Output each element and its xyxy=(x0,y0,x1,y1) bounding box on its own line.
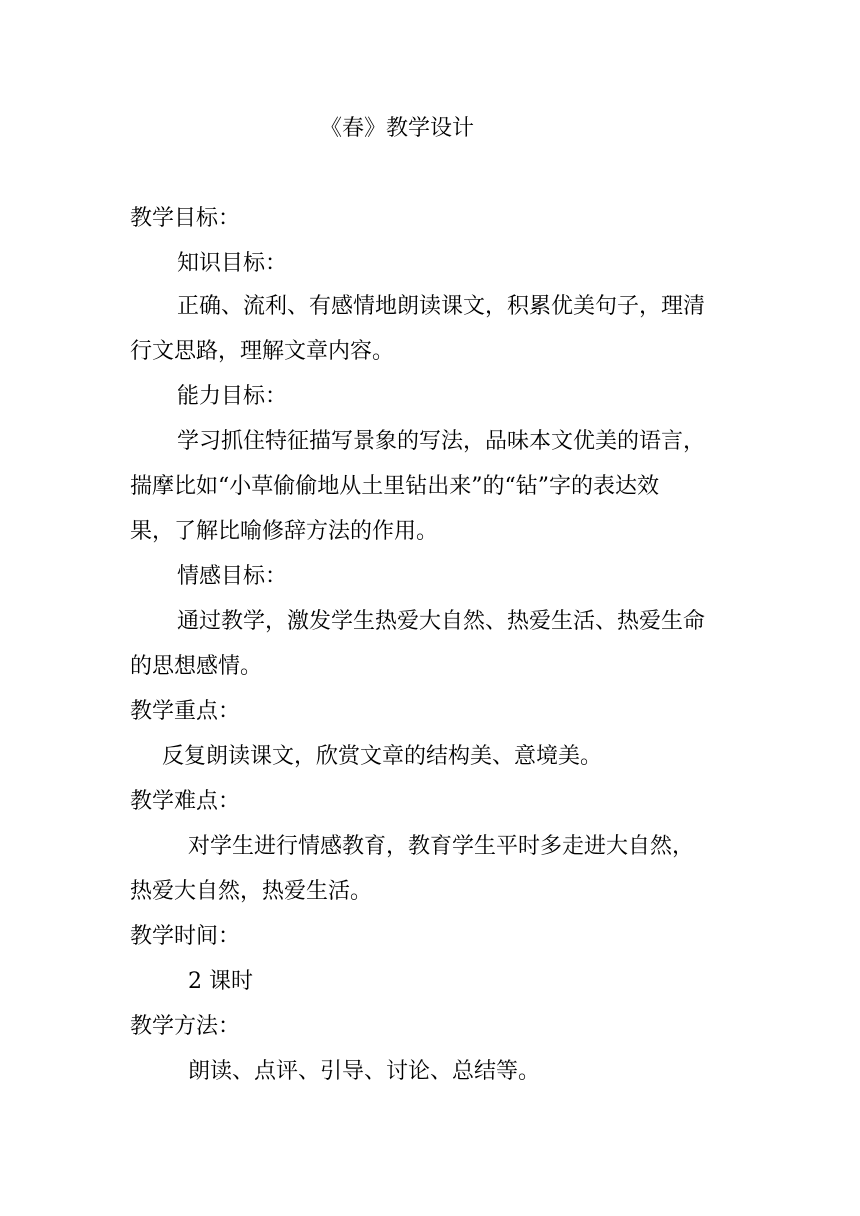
paragraph-line: 对学生进行情感教育，教育学生平时多走进大自然， xyxy=(188,834,695,859)
paragraph-line: 通过教学，激发学生热爱大自然、热爱生活、热爱生命 xyxy=(177,609,706,634)
section-heading-teaching-time: 教学时间： xyxy=(130,924,241,949)
subheading-knowledge-objective: 知识目标： xyxy=(177,251,288,276)
paragraph-line: 学习抓住特征描写景象的写法，品味本文优美的语言， xyxy=(177,429,706,454)
paragraph-line: 果，了解比喻修辞方法的作用。 xyxy=(130,519,439,544)
section-heading-key-points: 教学重点： xyxy=(130,699,241,724)
paragraph-line: 行文思路，理解文章内容。 xyxy=(130,339,395,364)
section-heading-difficulties: 教学难点： xyxy=(130,789,241,814)
paragraph-line: 热爱大自然，热爱生活。 xyxy=(130,879,373,904)
subheading-ability-objective: 能力目标： xyxy=(177,384,288,409)
paragraph-line: 2 课时 xyxy=(188,969,253,994)
paragraph-line: 朗读、点评、引导、讨论、总结等。 xyxy=(188,1059,541,1084)
document-title: 《春》教学设计 xyxy=(320,116,475,141)
paragraph-line: 的思想感情。 xyxy=(130,654,263,679)
paragraph-line: 正确、流利、有感情地朗读课文，积累优美句子，理清 xyxy=(177,294,706,319)
subheading-emotion-objective: 情感目标： xyxy=(177,564,288,589)
paragraph-line: 反复朗读课文，欣赏文章的结构美、意境美。 xyxy=(162,744,603,769)
section-heading-objectives: 教学目标： xyxy=(130,206,241,231)
section-heading-teaching-methods: 教学方法： xyxy=(130,1014,241,1039)
paragraph-line: 揣摩比如“小草偷偷地从土里钻出来”的“钻”字的表达效 xyxy=(130,474,659,499)
